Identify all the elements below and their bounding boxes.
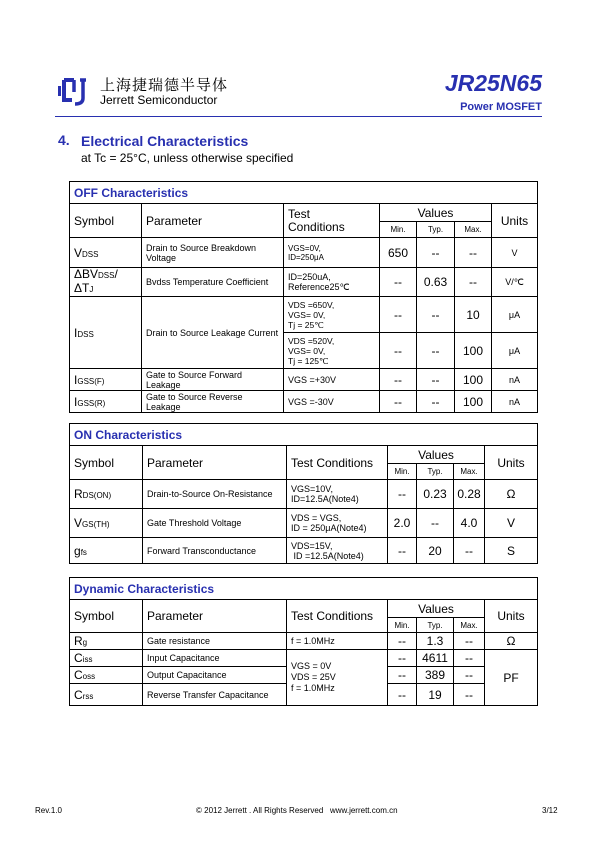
parameter-cell: Gate to Source Reverse Leakage: [142, 391, 284, 413]
table-row: Crss Reverse Transfer Capacitance -- 19 --: [70, 684, 538, 706]
footer-page-number: 3/12: [542, 806, 558, 815]
col-typ: Typ.: [417, 222, 455, 238]
company-name-cn: 上海捷瑞德半导体: [100, 76, 229, 94]
table-row: VGS(TH) Gate Threshold Voltage VDS = VGS, ID = 250μA(Note4) 2.0 -- 4.0 V: [70, 509, 538, 538]
table-row: VDSS Drain to Source Breakdown Voltage VGS=0V, ID=250μA 650 -- -- V: [70, 238, 538, 268]
col-symbol: Symbol: [70, 600, 143, 633]
header-divider: [55, 116, 542, 117]
part-number: JR25N65: [444, 70, 542, 96]
table-row: Ciss Input Capacitance VGS = 0V VDS = 25V f = 1.0MHz -- 4611 -- PF: [70, 650, 538, 667]
dynamic-characteristics-table: [69, 577, 538, 706]
parameter-cell: Drain to Source Breakdown Voltage: [142, 238, 284, 268]
table-title: Dynamic Characteristics: [70, 578, 538, 600]
table-row: IGSS(R) Gate to Source Reverse Leakage VGS =-30V -- -- 100 nA: [70, 391, 538, 413]
col-parameter: Parameter: [142, 204, 284, 238]
section-title: Electrical Characteristics: [81, 133, 249, 149]
table-title: OFF Characteristics: [70, 182, 538, 204]
col-values: Values: [380, 204, 492, 222]
col-units: Units: [485, 600, 538, 633]
col-units: Units: [485, 446, 538, 480]
part-type: Power MOSFET: [460, 101, 542, 113]
table-row: gfs Forward Transconductance VDS=15V, ID =12.5A(Note4) -- 20 -- S: [70, 538, 538, 564]
section-condition: at Tc = 25°C, unless otherwise specified: [81, 151, 294, 165]
col-max: Max.: [454, 618, 485, 633]
col-min: Min.: [388, 618, 417, 633]
table-row: ΔBVDSS/ ΔTJ Bvdss Temperature Coefficient ID=250uA, Reference25℃ -- 0.63 -- V/℃: [70, 268, 538, 297]
col-units: Units: [492, 204, 538, 238]
col-min: Min.: [388, 464, 417, 480]
col-max: Max.: [454, 464, 485, 480]
col-values: Values: [388, 600, 485, 618]
table-row: Rg Gate resistance f = 1.0MHz -- 1.3 -- Ω: [70, 633, 538, 650]
col-typ: Typ.: [417, 618, 454, 633]
table-row: RDS(ON) Drain-to-Source On-Resistance VGS=10V, ID=12.5A(Note4) -- 0.23 0.28 Ω: [70, 480, 538, 509]
footer-revision: Rev.1.0: [35, 806, 62, 815]
table-title: ON Characteristics: [70, 424, 538, 446]
col-test-conditions: Test Conditions: [287, 446, 388, 480]
col-symbol: Symbol: [70, 446, 143, 480]
col-test-conditions: Test Conditions: [287, 600, 388, 633]
col-test-conditions: Test Conditions: [284, 204, 380, 238]
col-symbol: Symbol: [70, 204, 142, 238]
table-row: IDSS Drain to Source Leakage Current VDS =650V, VGS= 0V, Tj = 25℃ -- -- 10 μA: [70, 297, 538, 333]
table-row: VDS =520V, VGS= 0V, Tj = 125℃ -- -- 100 μA: [70, 333, 538, 369]
section-number: 4.: [58, 132, 70, 148]
table-row: Coss Output Capacitance -- 389 --: [70, 667, 538, 684]
col-parameter: Parameter: [143, 446, 287, 480]
company-name-en: Jerrett Semiconductor: [100, 93, 218, 107]
on-characteristics-table: [69, 423, 538, 564]
parameter-cell: Bvdss Temperature Coefficient: [142, 268, 284, 297]
parameter-cell: Drain to Source Leakage Current: [142, 297, 284, 369]
col-values: Values: [388, 446, 485, 464]
col-max: Max.: [455, 222, 492, 238]
table-row: IGSS(F) Gate to Source Forward Leakage VGS =+30V -- -- 100 nA: [70, 369, 538, 391]
col-min: Min.: [380, 222, 417, 238]
parameter-cell: Gate to Source Forward Leakage: [142, 369, 284, 391]
off-characteristics-table: [69, 181, 538, 413]
col-parameter: Parameter: [143, 600, 287, 633]
company-logo: [58, 76, 91, 106]
col-typ: Typ.: [417, 464, 454, 480]
footer-copyright: © 2012 Jerrett . All Rights Reserved www.jerrett.com.cn: [196, 806, 398, 815]
